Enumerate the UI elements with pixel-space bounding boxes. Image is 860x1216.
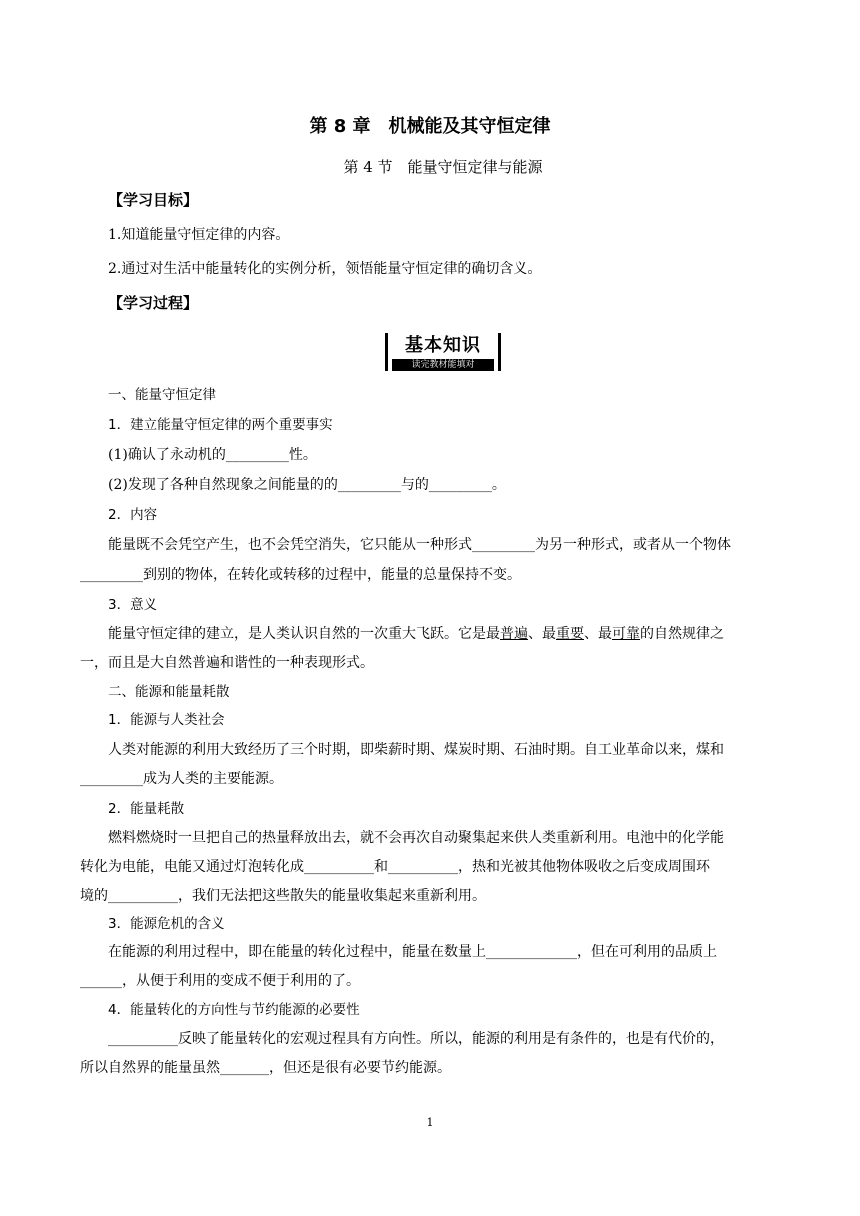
section2-item2-heading: 2．能量耗散	[108, 801, 185, 817]
section2-item3-para-line2: ______，从便于利用的变成不便于利用的了。	[80, 973, 360, 989]
process-heading: 【学习过程】	[108, 294, 199, 312]
section2-heading: 二、能源和能量耗散	[108, 684, 230, 700]
goal-2: 2.通过对生活中能量转化的实例分析，领悟能量守恒定律的确切含义。	[108, 261, 542, 277]
underlined-term-3: 可靠	[612, 626, 640, 642]
section1-item2-para-line2: _________到别的物体，在转化或转移的过程中，能量的总量保持不变。	[80, 567, 521, 583]
chapter-title: 第 8 章 机械能及其守恒定律	[309, 116, 551, 137]
section-subtitle: 第 4 节 能量守恒定律与能源	[343, 158, 543, 176]
page-number: 1	[426, 1116, 434, 1129]
section1-item3-para-line1	[108, 624, 724, 644]
section1-item2-heading: 2．内容	[108, 507, 158, 523]
section2-item1-heading: 1．能源与人类社会	[108, 712, 225, 728]
section2-item4-para-line2: 所以自然界的能量虽然_______，但还是很有必要节约能源。	[80, 1060, 451, 1076]
section2-item4-para-line1: __________反映了能量转化的宏观过程具有方向性。所以，能源的利用是有条件的，也是有代价的，	[108, 1031, 724, 1047]
underlined-term-2: 重要	[556, 626, 584, 642]
text-run: 能量守恒定律的建立，是人类认识自然的一次重大飞跃。它是最	[108, 626, 500, 642]
section2-item3-heading: 3．能源危机的含义	[108, 916, 225, 932]
section2-item1-para-line1: 人类对能源的利用大致经历了三个时期，即柴薪时期、煤炭时期、石油时期。自工业革命以来，煤和	[108, 742, 724, 758]
section1-item3-heading: 3．意义	[108, 597, 158, 613]
section2-item3-para-line1: 在能源的利用过程中，即在能量的转化过程中，能量在数量上_____________，但在可利用的品质上	[108, 944, 717, 960]
text-run: 的自然规律之	[640, 626, 724, 642]
section1-item2-para-line1: 能量既不会凭空产生，也不会凭空消失，它只能从一种形式_________为另一种形式，或者从一个物体	[108, 537, 731, 553]
section2-item2-para-line3: 境的__________，我们无法把这些散失的能量收集起来重新利用。	[80, 888, 486, 904]
badge-sub-text: 读完教材能填对	[392, 359, 494, 371]
text-run: 、最	[528, 626, 556, 642]
section1-item1-heading: 1．建立能量守恒定律的两个重要事实	[108, 417, 333, 433]
section1-item1-line1: (1)确认了永动机的_________性。	[108, 447, 317, 463]
section1-item3-para-line2: 一，而且是大自然普遍和谐性的一种表现形式。	[80, 655, 374, 671]
underlined-term-1: 普遍	[500, 626, 528, 642]
section2-item1-para-line2: _________成为人类的主要能源。	[80, 771, 283, 787]
goal-1: 1.知道能量守恒定律的内容。	[108, 227, 290, 243]
section1-item1-line2: (2)发现了各种自然现象之间能量的的_________与的_________。	[108, 477, 506, 493]
section2-item2-para-line1: 燃料燃烧时一旦把自己的热量释放出去，就不会再次自动聚集起来供人类重新利用。电池中的化学能	[108, 830, 724, 846]
badge-main-text: 基本知识	[405, 335, 481, 356]
section1-heading: 一、能量守恒定律	[108, 387, 216, 403]
basic-knowledge-badge	[385, 333, 501, 371]
section2-item2-para-line2: 转化为电能，电能又通过灯泡转化成__________和__________，热和光被其他物体吸收之后变成周围环	[80, 859, 710, 875]
goals-heading: 【学习目标】	[108, 191, 199, 209]
section2-item4-heading: 4．能量转化的方向性与节约能源的必要性	[108, 1002, 360, 1018]
text-run: 、最	[584, 626, 612, 642]
